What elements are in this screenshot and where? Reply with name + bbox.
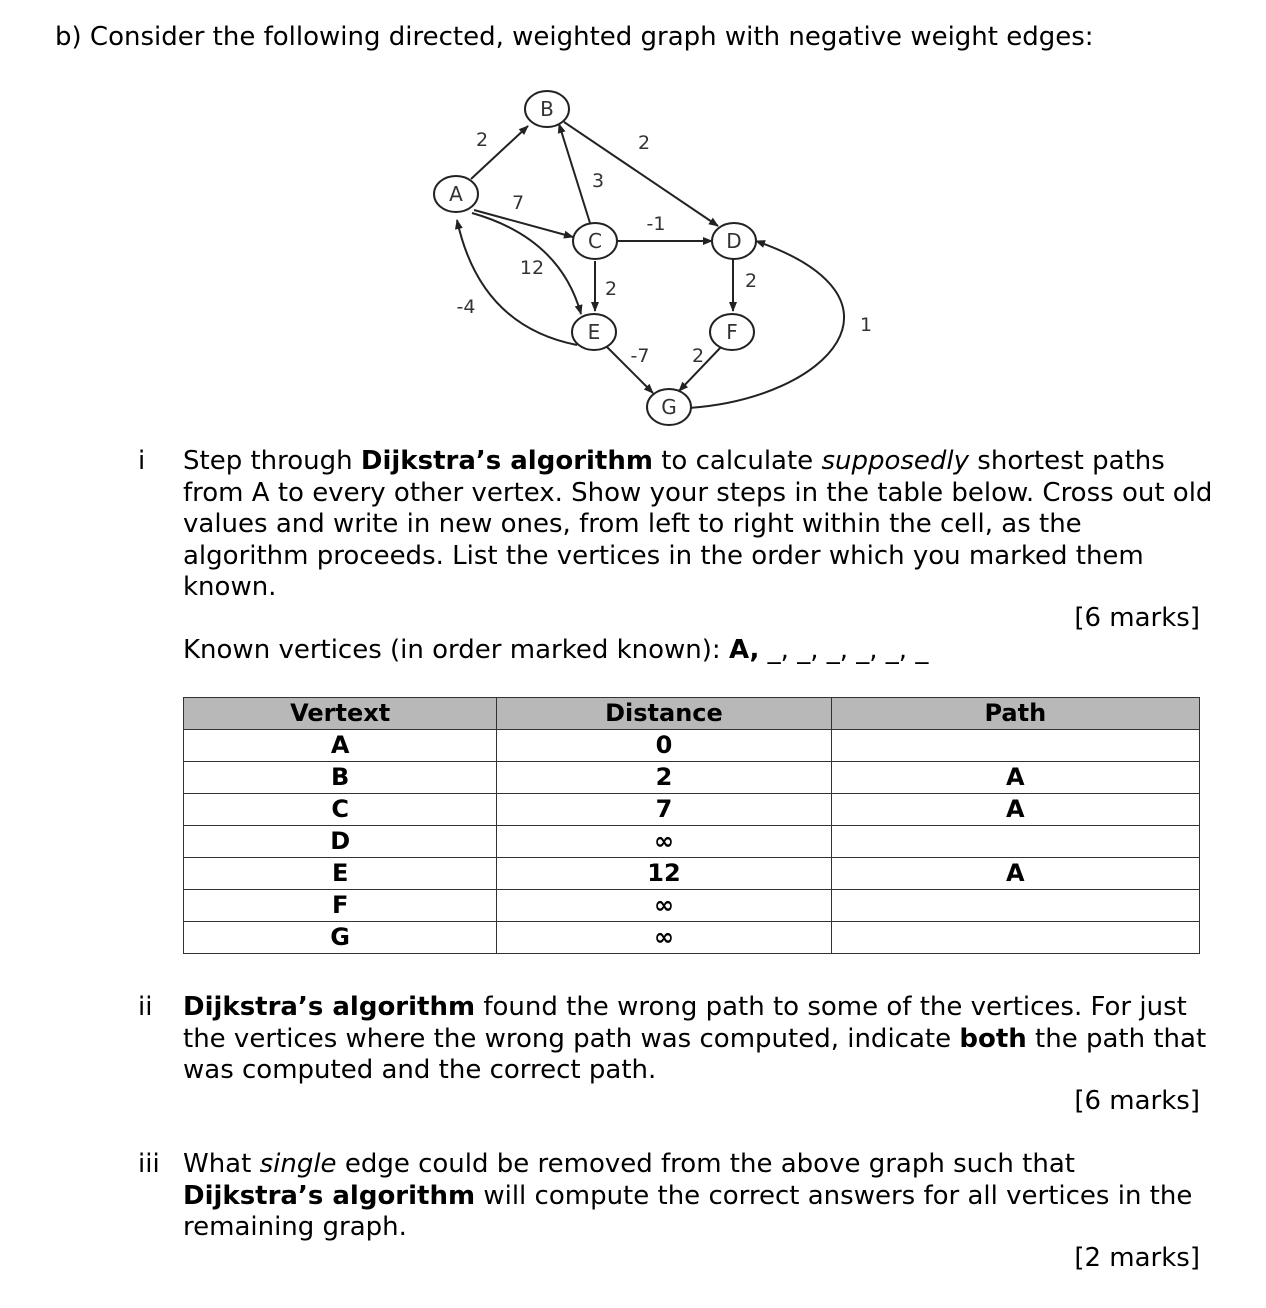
node-label-e: E <box>587 320 601 344</box>
cell-vertex: D <box>184 826 497 858</box>
part-iii-marks: [2 marks] <box>1074 1243 1200 1273</box>
header-distance: Distance <box>497 698 831 730</box>
node-label-f: F <box>726 320 738 344</box>
cell-vertex: E <box>184 858 497 890</box>
cell-path[interactable]: A <box>831 762 1199 794</box>
question-heading: b) Consider the following directed, weighted graph with negative weight edges: <box>55 22 1094 52</box>
weight-a-c: 7 <box>511 192 525 214</box>
weight-a-e: 12 <box>519 257 545 279</box>
table-header-row <box>184 698 1200 730</box>
cell-distance[interactable]: 7 <box>497 794 831 826</box>
table-row <box>184 730 1200 762</box>
table-row <box>184 794 1200 826</box>
cell-vertex: B <box>184 762 497 794</box>
weight-c-d: -1 <box>646 213 666 235</box>
table-row <box>184 762 1200 794</box>
table-row <box>184 890 1200 922</box>
node-label-d: D <box>726 229 742 253</box>
table-row <box>184 826 1200 858</box>
cell-distance[interactable]: 2 <box>497 762 831 794</box>
weight-c-b: 3 <box>591 170 605 192</box>
cell-vertex: F <box>184 890 497 922</box>
part-ii-marks: [6 marks] <box>1074 1086 1200 1116</box>
part-ii-text: Dijkstra’s algorithm found the wrong path to some of the vertices. For just the vertices where the wrong path was computed, indicate both the path that was computed and the correct path. <box>183 992 1207 1085</box>
part-i-numeral: i <box>138 446 146 476</box>
header-path: Path <box>831 698 1199 730</box>
known-vertices-line: Known vertices (in order marked known): A, _, _, _, _, _, _ <box>183 635 929 665</box>
node-label-g: G <box>661 395 677 419</box>
dijkstra-table <box>183 697 1200 954</box>
cell-path[interactable] <box>831 730 1199 762</box>
edge-c-b <box>559 124 590 223</box>
node-label-c: C <box>588 229 602 253</box>
node-label-a: A <box>449 182 463 206</box>
part-iii-numeral: iii <box>138 1149 160 1179</box>
cell-distance[interactable]: ∞ <box>497 890 831 922</box>
weight-g-d: 1 <box>859 314 873 336</box>
weight-a-b: 2 <box>475 129 489 151</box>
cell-vertex: A <box>184 730 497 762</box>
cell-vertex: C <box>184 794 497 826</box>
part-i-marks: [6 marks] <box>1074 603 1200 633</box>
weight-b-d: 2 <box>637 132 651 154</box>
cell-distance[interactable]: 12 <box>497 858 831 890</box>
cell-path[interactable] <box>831 922 1199 954</box>
cell-distance[interactable]: ∞ <box>497 922 831 954</box>
header-vertex: Vertext <box>184 698 497 730</box>
cell-distance[interactable]: ∞ <box>497 826 831 858</box>
cell-path[interactable]: A <box>831 794 1199 826</box>
cell-path[interactable]: A <box>831 858 1199 890</box>
weight-f-g: 2 <box>691 345 705 367</box>
edge-e-a <box>457 220 577 345</box>
cell-path[interactable] <box>831 890 1199 922</box>
weight-c-e: 2 <box>604 278 618 300</box>
part-iii-text: What single edge could be removed from the above graph such that Dijkstra’s algorithm will compute the correct answers for all vertices in the remaining graph. <box>183 1149 1193 1242</box>
weighted-directed-graph <box>410 88 900 428</box>
cell-distance[interactable]: 0 <box>497 730 831 762</box>
cell-vertex: G <box>184 922 497 954</box>
part-ii-numeral: ii <box>138 992 153 1022</box>
node-label-b: B <box>540 97 554 121</box>
table-row <box>184 858 1200 890</box>
edge-a-c <box>474 210 573 237</box>
weight-e-a: -4 <box>456 296 476 318</box>
weight-d-f: 2 <box>744 270 758 292</box>
part-i-text: Step through Dijkstra’s algorithm to calculate supposedly shortest paths from A to every other vertex. Show your steps in the table below. Cross out old values and write in new ones, from left to right within the cell, as the algorithm proceeds. List the vertices in the order which you marked them known. <box>183 446 1213 602</box>
weight-e-g: -7 <box>630 345 650 367</box>
cell-path[interactable] <box>831 826 1199 858</box>
table-row <box>184 922 1200 954</box>
